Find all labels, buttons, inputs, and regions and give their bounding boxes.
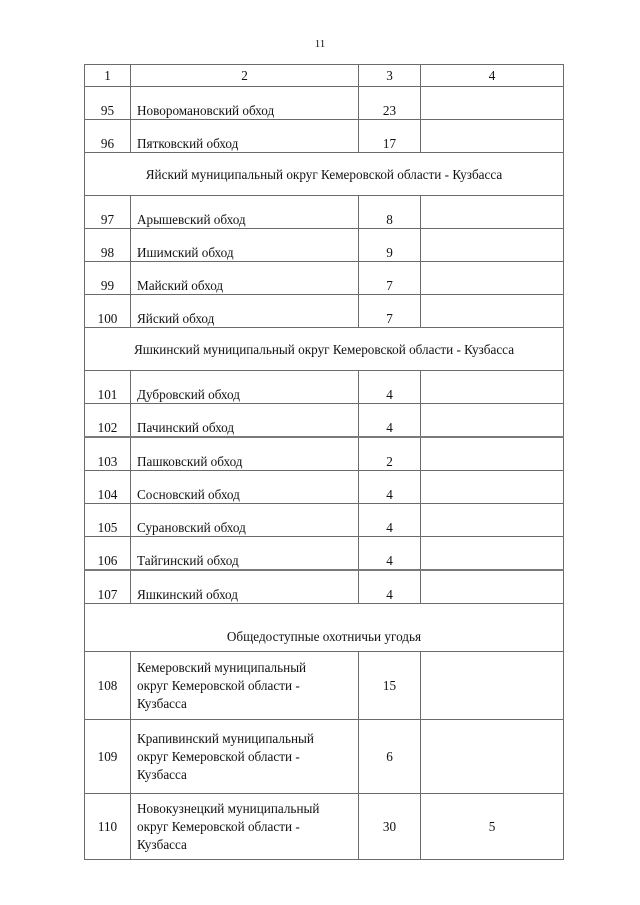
table-row [85, 229, 564, 262]
row-name-line: округ Кемеровской области - [137, 818, 300, 834]
row-col4 [421, 437, 564, 471]
row-name-line: округ Кемеровской области - [137, 748, 300, 764]
row-number: 103 [85, 437, 131, 471]
row-col4 [421, 229, 564, 262]
row-name-line: Новокузнецкий муниципальный [137, 800, 320, 816]
table-row [85, 437, 564, 471]
row-name-line: Кузбасса [137, 836, 187, 852]
row-count: 8 [359, 196, 421, 229]
row-count: 4 [359, 504, 421, 537]
row-name: Яшкинский обход [131, 570, 359, 604]
row-number: 101 [85, 371, 131, 404]
hunting-grounds-table [84, 64, 564, 860]
row-col4 [421, 196, 564, 229]
row-name-line: Кузбасса [137, 766, 187, 782]
row-count: 4 [359, 371, 421, 404]
row-number: 102 [85, 404, 131, 438]
row-count: 2 [359, 437, 421, 471]
row-count: 7 [359, 295, 421, 328]
row-name: Майский обход [131, 262, 359, 295]
table-row [85, 652, 564, 720]
row-name [131, 720, 359, 794]
row-col4 [421, 720, 564, 794]
row-name-line: Кемеровский муниципальный [137, 659, 307, 675]
header-col-1: 1 [85, 65, 131, 87]
row-name: Новоромановский обход [131, 87, 359, 120]
row-col4 [421, 262, 564, 295]
header-col-3: 3 [359, 65, 421, 87]
table-row [85, 87, 564, 120]
table-row [85, 262, 564, 295]
row-name: Арышевский обход [131, 196, 359, 229]
section-title: Яшкинский муниципальный округ Кемеровской области - Кузбасса [85, 328, 564, 371]
row-name: Яйский обход [131, 295, 359, 328]
header-col-2: 2 [131, 65, 359, 87]
row-name: Пятковский обход [131, 120, 359, 153]
section-row [85, 153, 564, 196]
table-row [85, 504, 564, 537]
row-number: 107 [85, 570, 131, 604]
row-number: 99 [85, 262, 131, 295]
row-name: Дубровский обход [131, 371, 359, 404]
row-number: 97 [85, 196, 131, 229]
row-name: Пашковский обход [131, 437, 359, 471]
row-col4 [421, 295, 564, 328]
row-count: 23 [359, 87, 421, 120]
row-count: 4 [359, 570, 421, 604]
row-name: Сосновский обход [131, 471, 359, 504]
row-count: 4 [359, 537, 421, 571]
section-row [85, 604, 564, 652]
row-col4: 5 [421, 794, 564, 860]
row-name [131, 652, 359, 720]
header-col-4: 4 [421, 65, 564, 87]
row-name-line: округ Кемеровской области - [137, 677, 300, 693]
row-count: 6 [359, 720, 421, 794]
table-row [85, 794, 564, 860]
row-col4 [421, 537, 564, 571]
row-count: 7 [359, 262, 421, 295]
row-count: 9 [359, 229, 421, 262]
row-number: 108 [85, 652, 131, 720]
page-number: 11 [314, 38, 326, 50]
row-number: 100 [85, 295, 131, 328]
row-count: 4 [359, 404, 421, 438]
section-title: Общедоступные охотничьи угодья [85, 604, 564, 652]
row-col4 [421, 652, 564, 720]
row-col4 [421, 120, 564, 153]
table-row [85, 404, 564, 438]
row-number: 106 [85, 537, 131, 571]
row-name-line: Кузбасса [137, 695, 187, 711]
row-col4 [421, 504, 564, 537]
row-number: 98 [85, 229, 131, 262]
section-row [85, 328, 564, 371]
row-col4 [421, 404, 564, 438]
row-count: 30 [359, 794, 421, 860]
row-count: 4 [359, 471, 421, 504]
table-header-row [85, 65, 564, 87]
row-col4 [421, 570, 564, 604]
row-number: 110 [85, 794, 131, 860]
row-name: Тайгинский обход [131, 537, 359, 571]
row-col4 [421, 371, 564, 404]
table-row [85, 537, 564, 571]
row-name-line: Крапивинский муниципальный [137, 730, 314, 746]
row-count: 15 [359, 652, 421, 720]
row-name: Пачинский обход [131, 404, 359, 438]
table-row [85, 720, 564, 794]
row-col4 [421, 87, 564, 120]
row-number: 96 [85, 120, 131, 153]
table-row [85, 196, 564, 229]
row-number: 109 [85, 720, 131, 794]
row-count: 17 [359, 120, 421, 153]
table-row [85, 570, 564, 604]
row-number: 104 [85, 471, 131, 504]
row-name: Ишимский обход [131, 229, 359, 262]
row-name [131, 794, 359, 860]
row-number: 95 [85, 87, 131, 120]
row-number: 105 [85, 504, 131, 537]
row-col4 [421, 471, 564, 504]
section-title: Яйский муниципальный округ Кемеровской области - Кузбасса [85, 153, 564, 196]
row-name: Сурановский обход [131, 504, 359, 537]
table-row [85, 120, 564, 153]
table-row [85, 295, 564, 328]
table-row [85, 371, 564, 404]
table-row [85, 471, 564, 504]
